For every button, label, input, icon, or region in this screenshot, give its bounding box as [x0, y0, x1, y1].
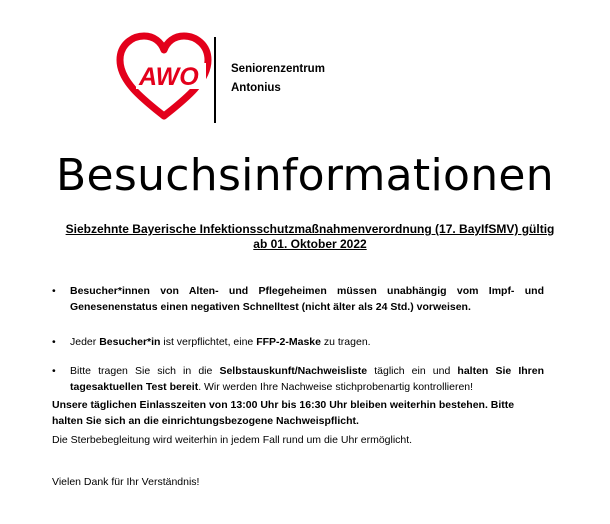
- regulation-subtitle: [40, 222, 580, 252]
- rule-test-text: Besucher*innen von Alten- und Pflegeheimen müssen unabhängig vom Impf- und Genesenenstatus einen negativen Schnelltest (nicht älter als 24 Std.) vorweisen.: [70, 285, 544, 313]
- rule-mask-part2: ist verpflichtet, eine: [160, 336, 257, 348]
- rule-mask-bold1: Besucher*in: [99, 336, 161, 348]
- rule-mask-part1: Jeder: [70, 336, 100, 348]
- thanks-note: Vielen Dank für Ihr Verständnis!: [52, 476, 200, 488]
- rules-list: [52, 283, 544, 408]
- rule-register-part2: täglich ein und: [367, 365, 458, 377]
- awo-heart-logo-icon: [114, 30, 214, 130]
- end-of-life-care-notice: Die Sterbebegleitung wird weiterhin in jedem Fall rund um die Uhr ermöglicht.: [52, 434, 413, 446]
- org-name-line1: Seniorenzentrum: [231, 63, 325, 75]
- subtitle-line2: ab 01. Oktober 2022: [253, 237, 367, 251]
- org-name: [231, 60, 325, 98]
- rule-register-part3: . Wir werden Ihre Nachweise stichprobenartig kontrollieren!: [198, 381, 474, 393]
- header-logo-block: [114, 30, 354, 130]
- logo-divider: [214, 37, 216, 123]
- rule-register-bold2: halten Sie Ihren tagesaktuellen Test bereit: [70, 365, 544, 393]
- visiting-hours-notice: Unsere täglichen Einlasszeiten von 13:00 Uhr bis 16:30 Uhr bleiben weiterhin bestehen. Bitte halten Sie sich an die einrichtungsbezogene Nachweispflicht.: [52, 399, 515, 427]
- org-name-line2: Antonius: [231, 82, 281, 94]
- subtitle-line1: Siebzehnte Bayerische Infektionsschutzmaßnahmenverordnung (17. BayIfSMV) gültig: [65, 222, 555, 236]
- rule-mask-bold2: FFP-2-Maske: [256, 336, 321, 348]
- rule-item-test: [52, 283, 544, 315]
- rule-register-bold1: Selbstauskunft/Nachweisliste: [219, 365, 368, 377]
- rule-mask-part3: zu tragen.: [320, 336, 371, 348]
- page-title: Besuchsinformationen: [56, 150, 554, 201]
- rule-item-register: [52, 363, 544, 395]
- logo-text: AWO: [139, 63, 199, 91]
- rule-item-mask: [52, 334, 544, 350]
- rule-register-part1: Bitte tragen Sie sich in die: [70, 365, 220, 377]
